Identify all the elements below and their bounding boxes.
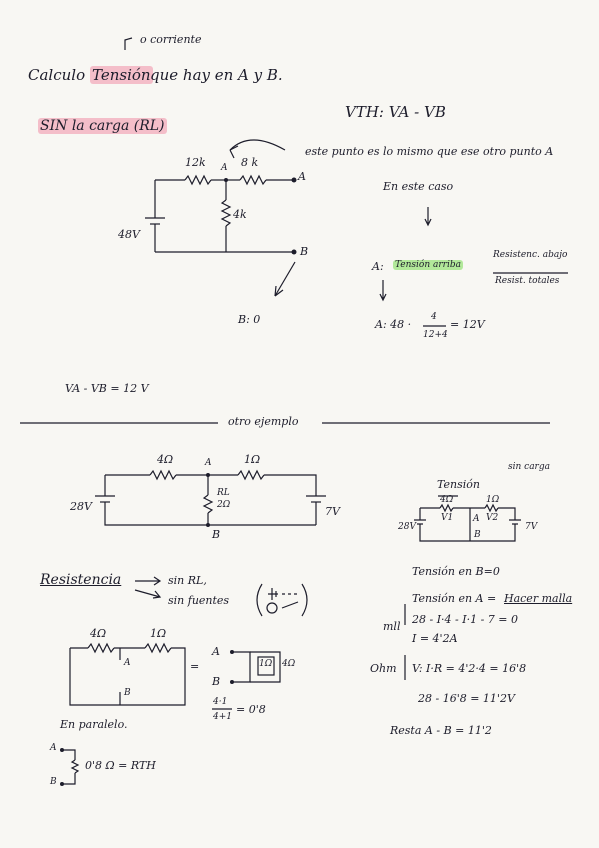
resistor-8k	[240, 176, 266, 184]
equals-sign: =	[190, 660, 200, 673]
source-label: 48V	[118, 228, 140, 241]
rule-denominator: Resist. totales	[495, 276, 560, 286]
c2-rl-value: 2Ω	[217, 500, 231, 510]
sin-carga: sin carga	[508, 462, 550, 472]
rule-highlight: Tensión arriba	[395, 260, 461, 270]
en-paralelo: En paralelo.	[60, 718, 128, 731]
ohm-eq: V: I·R = 4'2·4 = 16'8	[412, 662, 527, 675]
vth-formula: VTH: VA - VB	[345, 103, 446, 121]
sc-r1: 4Ω	[440, 495, 454, 505]
malla-eq2: I = 4'2A	[412, 632, 458, 645]
resistor-4ohm	[150, 471, 176, 479]
node-a-label: A	[221, 163, 228, 173]
tension-b: Tensión en B=0	[412, 565, 500, 578]
sc-b: B	[474, 530, 481, 540]
resistencia-title: Resistencia	[40, 572, 122, 588]
arrow-down-icon	[275, 286, 283, 296]
arrow-right-icon-2	[135, 590, 160, 598]
resistor-1ohm	[238, 471, 264, 479]
c2-r1-label: 4Ω	[157, 453, 174, 466]
par-den: 4+1	[213, 712, 232, 722]
calc-result: = 12V	[450, 318, 485, 331]
c2-node-b: B	[212, 528, 221, 541]
sc-v2: V2	[486, 513, 499, 523]
terminal-b-dot	[292, 250, 297, 255]
resistor-4k	[222, 200, 230, 226]
c2-v-right: 7V	[325, 505, 340, 518]
intro-rest: que hay en A y B.	[150, 66, 283, 84]
tension-a-prefix: Tensión en A =	[412, 592, 497, 605]
rth-b: B	[50, 777, 57, 787]
down-arrow-icon-2	[425, 207, 431, 225]
sc-r2: 1Ω	[486, 495, 500, 505]
sc-v1: V1	[441, 513, 454, 523]
tension-a-method: Hacer malla	[504, 592, 573, 605]
rth-value: 0'8 Ω = RTH	[85, 759, 156, 772]
r-vertical-label: 4k	[233, 208, 247, 221]
c2-node-a: A	[205, 458, 212, 468]
resistor-rl	[204, 495, 212, 513]
terminal-a-dot	[292, 178, 297, 183]
par-r2: 4Ω	[282, 659, 296, 669]
resistor-12k	[185, 176, 211, 184]
par-result: = 0'8	[236, 703, 266, 716]
par-r1: 1Ω	[259, 659, 273, 669]
terminal-b-label: B	[300, 245, 309, 258]
calc-prefix: A: 48 ·	[375, 318, 412, 331]
rule-prefix: A:	[372, 260, 384, 273]
same-point-note: este punto es lo mismo que ese otro punto A	[305, 145, 554, 158]
divider-label: otro ejemplo	[228, 415, 299, 428]
ohm-label: Ohm	[370, 662, 397, 675]
section1-title: SIN la carga (RL)	[40, 118, 165, 134]
rc-r1: 4Ω	[90, 627, 107, 640]
malla-eq1: 28 - I·4 - I·1 - 7 = 0	[412, 613, 519, 626]
corriente-note: o corriente	[140, 33, 202, 46]
curved-arrow-icon	[230, 146, 238, 158]
calc-num: 4	[431, 312, 437, 322]
tension-title: Tensión	[437, 478, 480, 491]
sin-fuentes: sin fuentes	[168, 594, 230, 607]
intro-prefix: Calculo	[28, 66, 86, 84]
r-right-label: 8 k	[241, 156, 259, 169]
down-arrow-icon	[380, 280, 386, 300]
rc-a: A	[124, 658, 131, 668]
resta-eq: 28 - 16'8 = 11'2V	[418, 692, 515, 705]
r-left-label: 12k	[185, 156, 206, 169]
resta: Resta A - B = 11'2	[390, 724, 492, 737]
calc-den: 12+4	[423, 330, 448, 340]
rule-numerator: Resistenc. abajo	[493, 250, 568, 260]
sin-rl: sin RL,	[168, 574, 207, 587]
b-value: B: 0	[238, 313, 261, 326]
en-este-caso: En este caso	[383, 180, 454, 193]
rc-r2: 1Ω	[150, 627, 167, 640]
par-b: B	[212, 675, 221, 688]
c2-v-left: 28V	[70, 500, 92, 513]
arrow-right-icon	[135, 577, 160, 585]
rc-b: B	[124, 688, 131, 698]
sc-a: A	[473, 514, 480, 524]
source-symbol	[268, 588, 278, 600]
c2-r2-label: 1Ω	[244, 453, 261, 466]
par-num: 4·1	[213, 697, 228, 707]
sc-v-right: 7V	[525, 522, 538, 532]
malla-label: mll	[383, 620, 401, 633]
terminal-a-label: A	[298, 170, 306, 183]
result-vab: VA - VB = 12 V	[65, 382, 149, 395]
sc-v-left: 28V	[398, 522, 416, 532]
arrow-icon	[125, 38, 132, 50]
par-a: A	[212, 645, 220, 658]
rth-a: A	[50, 743, 57, 753]
c2-rl-label: RL	[217, 488, 230, 498]
intro-highlight: Tensión	[92, 66, 151, 84]
